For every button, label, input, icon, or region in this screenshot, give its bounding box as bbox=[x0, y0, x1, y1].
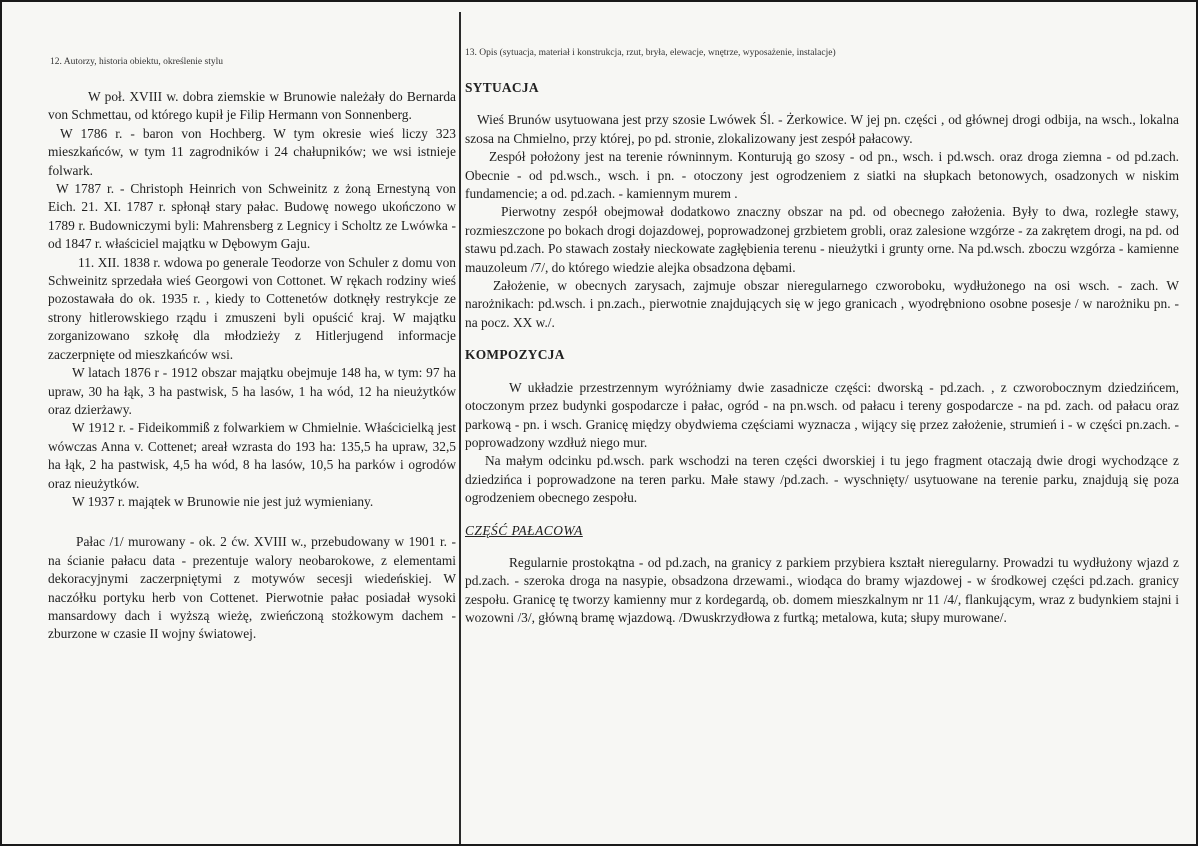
column-divider bbox=[459, 12, 461, 844]
situation-paragraph: Założenie, w obecnych zarysach, zajmuje obszar nieregularnego czworoboku, wydłużonego na osi wsch. - zach. W narożnikach: pd.wsch. i pn.zach., pierwotnie znajdujących się w jego granicach , wyodrębniono osobne posesje / w narożniku pn. - na pocz. XX w./. bbox=[465, 278, 1179, 330]
history-paragraph: W 1787 r. - Christoph Heinrich von Schweinitz z żoną Ernestyną von Eich. 21. XI. 1787 r. spłonął stary pałac. Budowę nowego ukończono w 1789 r. Budowniczymi byli: Mahrensberg z Legnicy i Scholtz ze Lwówka - od 1847 r. właściciel majątku w Dębowym Gaju. bbox=[48, 181, 456, 252]
right-column-header: 13. Opis (sytuacja, materiał i konstrukcja, rzut, bryła, elewacje, wnętrze, wyposażenie, instalacje) bbox=[465, 48, 836, 58]
palace-description-paragraph: Pałac /1/ murowany - ok. 2 ćw. XVIII w., przebudowany w 1901 r. - na ścianie pałacu data - prezentuje walory neobarokowe, z elementami dekoracyjnymi zaczerpniętymi z motywów secesji wiedeńskiej. W naczółku portyku herb von Cottenet. Pierwotnie pałac posiadał wysoki mansardowy dach i wyższą wieżę, zwieńczoną stożkowym dachem - zburzone w czasie II wojny światowej. bbox=[48, 534, 456, 642]
left-column-header: 12. Autorzy, historia obiektu, określenie stylu bbox=[50, 57, 223, 67]
section-heading-situation: SYTUACJA bbox=[465, 80, 539, 95]
history-paragraph: W poł. XVIII w. dobra ziemskie w Brunowie należały do Bernarda von Schmettau, od którego kupił je Filip Hermann von Sonnenberg. bbox=[48, 89, 456, 123]
composition-paragraph: W układzie przestrzennym wyróżniamy dwie zasadnicze części: dworską - pd.zach. , z czworobocznym dziedzińcem, otoczonym przez budynki gospodarcze i pałac, ogród - na pn.wsch. od pałacu i tereny gospodarcze - na pd. zach. od pałacu oraz parkową - pn. i wsch. Granicę między obydwiema częściami wyznacza , wijący się przez założenie, strumień i - w części pn.zach. - poprowadzony wzdłuż niego mur. bbox=[465, 379, 1179, 450]
history-paragraph: W latach 1876 r - 1912 obszar majątku obejmuje 148 ha, w tym: 97 ha upraw, 30 ha łąk, 3 ha pastwisk, 5 ha lasów, 1 ha wód, 12 ha nieużytków oraz dzierżawy. bbox=[48, 365, 456, 417]
situation-paragraph: Zespół położony jest na terenie równinnym. Konturują go szosy - od pn., wsch. i pd.wsch. oraz droga ziemna - od pd.zach. Obecnie - od pd.wsch., wsch. i pn. - otoczony jest ogrodzeniem z siatki na słupkach betonowych, osadzonych w niskim fundamencie; a od. pd.zach. - kamiennym murem . bbox=[465, 149, 1179, 202]
palace-part-paragraph: Regularnie prostokątna - od pd.zach, na granicy z parkiem przybiera kształt nieregularny. Prowadzi tu wydłużony wjazd z pd.zach. - szeroka droga na nasypie, obsadzona drzewami., wiodąca do bramy wjazdowej - w środkowej części pd.zach. granicy zespołu. Granicę tę tworzy kamienny mur z kordegardą, ob. domem mieszkalnym nr 11 /4/, flankującym, wraz z budynkiem stajni i wozowni /3/, główną bramę wjazdową. /Dwuskrzydłowa z furtką; metalowa, kuta; słupy murowane/. bbox=[465, 554, 1179, 626]
history-paragraph: W 1937 r. majątek w Brunowie nie jest już wymieniany. bbox=[72, 493, 374, 509]
document-page bbox=[2, 2, 1196, 844]
history-paragraph: W 1912 r. - Fideikommiß z folwarkiem w Chmielnie. Właścicielką jest wówczas Anna v. Cottenet; areał wzrasta do 193 ha: 135,5 ha upraw, 32,5 ha łąk, 2 ha pastwisk, 4,5 ha wód, 8 ha lasów, 10,5 ha parków i ogrodów oraz nieużytków. bbox=[48, 420, 456, 491]
history-paragraph: W 1786 r. - baron von Hochberg. W tym okresie wieś liczy 323 mieszkańców, w tym 11 zagrodników i 24 chałupników; we wsi istnieje folwark. bbox=[48, 125, 456, 178]
right-column bbox=[465, 79, 1179, 628]
composition-paragraph: Na małym odcinku pd.wsch. park wschodzi na teren części dworskiej i tu jego fragment otaczają dwie drogi wychodzące z dziedzińca i poprowadzone na teren parku. Małe stawy /pd.zach. - wyschnięty/ usytuowane na terenie parku, znajdują się poza ogrodzeniem obecnego zespołu. bbox=[465, 453, 1179, 506]
situation-paragraph: Pierwotny zespół obejmował dodatkowo znaczny obszar na pd. od obecnego założenia. Były to dwa, rozległe stawy, rozmieszczone po bokach drogi dojazdowej, poprowadzonej grzbietem grobli, oraz zalesione wzgórze - za zakrętem drogi, na pd. od stawu pd.zach. Po stawach zostały nieckowate zagłębienia terenu - nieużytki i grunty orne. Na pd.wsch. zboczu wzgórza - kamienne mauzoleum /7/, do którego wiedzie alejka obsadzona dębami. bbox=[465, 204, 1179, 275]
situation-paragraph: Wieś Brunów usytuowana jest przy szosie Lwówek Śl. - Żerkowice. W jej pn. części , od głównej drogi odbija, na wsch., lokalna szosa na Chmielno, przy której, po pd. stronie, zlokalizowany jest zespół pałacowy. bbox=[465, 112, 1179, 146]
left-column bbox=[48, 88, 456, 644]
section-heading-palace-part: CZĘŚĆ PAŁACOWA bbox=[465, 522, 583, 538]
history-paragraph: 11. XII. 1838 r. wdowa po generale Teodorze von Schuler z domu von Schweinitz sprzedała wieś Georgowi von Cottonet. W rękach rodziny wieś pozostawała do ok. 1935 r. , kiedy to Cottenetów dotknęły restrykcje ze strony hitlerowskiego rządu i zmuszeni byli opuścić kraj. W majątku zorganizowano szkołę dla młodzieży z Hitlerjugend informacje zaczerpnięte od mieszkańców wsi. bbox=[48, 254, 456, 362]
section-heading-composition: KOMPOZYCJA bbox=[465, 347, 565, 363]
